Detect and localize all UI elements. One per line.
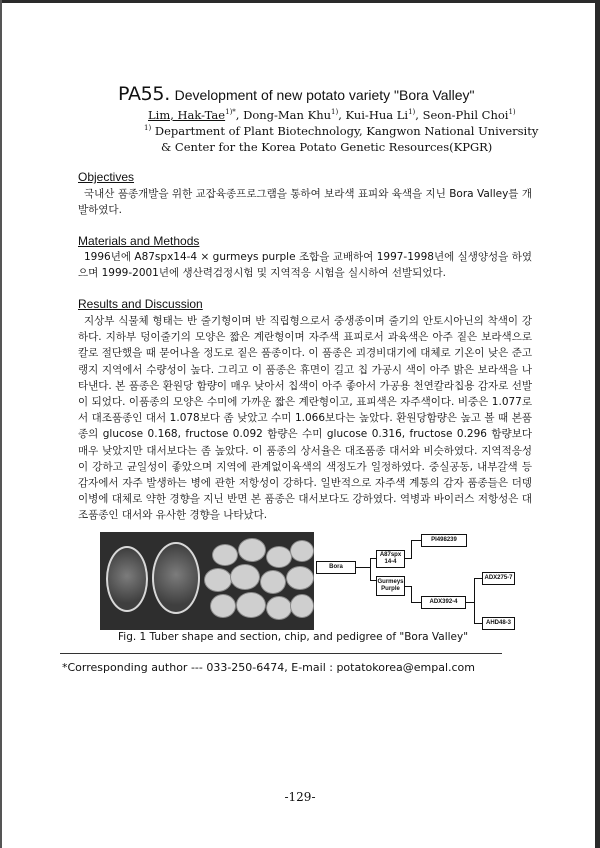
author-sup: 1)* — [225, 108, 236, 117]
pedigree-box-pi498239: PI498239 — [421, 534, 467, 547]
paper-title — [118, 83, 475, 105]
results-heading: Results and Discussion — [78, 297, 203, 311]
author-sup: 1) — [408, 108, 416, 117]
pedigree-line — [354, 567, 370, 568]
figure-1 — [100, 530, 512, 635]
results-text: 지상부 식물체 형태는 반 줄기형이며 반 직립형으로서 중생종이며 줄기의 안토시아닌의 착색이 강하다. 지하부 덩이줄기의 모양은 짧은 계란형이며 자주색 표피로서 과육색은 아주 짙은 보라색으로 칼로 절단했을 때 묻어나올 정도로 짙은 품종이다. 이 품종은 괴경비대기에 대체로 기온이 낮은 준고랭지 지역에서 수량성이 높다. 그리고 이 품종은 휴면이 길고 칩 가공시 색이 아주 밝은 보라색을 나타낸다. 본 품종은 환원당 함량이 매우 낮아서 칩색이 아주 좋아서 가공용 천연칼라칩용 감자로 선발이 되었다. 이품종의 모양은 수미에 가까운 짧은 계란형이고, 표피색은 자주색이다. 비중은 1.077로서 대조품종인 대서 1.078보다 좀 낮았고 수미 1.066보다는 높았다. 환원당함량은 높고 볼 때 본품종의 glucose 0.168, fructose 0.092 함량은 수미 glucose 0.316, fructose 0.296 함량보다 매우 낮았지만 대서보다는 좀 높았다. 이 품종의 상서율은 대조품종 대서와 비슷하였다. 지역적응성이 강하고 균일성이 좋았으며 지역에 관계없이육색의 색정도가 일정하였다. 중실공동, 내부갈색 등 감자에서 자주 발생하는 병에 관한 저항성이 강하다. 일반적으로 자주색 계통의 감자 품종들은 더뎅이병에 대체로 약한 경향을 지닌 반면 본 품종은 대서보다도 강하였다. 역병과 바이러스 저항성은 대조품종인 대서와 유사한 경향을 나타났다. — [78, 315, 532, 522]
pedigree-box-a87spx: A87spx 14-4 — [376, 550, 405, 568]
pedigree-line — [411, 540, 421, 541]
second-author: , Dong-Man Khu — [235, 108, 332, 122]
chip — [290, 540, 314, 562]
third-author: , Kui-Hua Li — [338, 108, 409, 122]
abstract-code: PA55. — [118, 83, 170, 105]
tuber-section-right — [152, 542, 200, 614]
affiliation-sup: 1) — [144, 124, 152, 133]
pedigree-line — [411, 602, 421, 603]
methods-text: 1996년에 A87spx14-4 × gurmeys purple 조합을 교배하여 1997-1998년에 실생양성을 하였으며 1999-2001년에 생산력검정시험 및 지역적응 시험을 실시하여 선발되었다. — [78, 251, 532, 280]
pedigree-box-adx275: ADX275-7 — [482, 572, 515, 585]
pedigree-box-adx392: ADX392-4 — [421, 596, 466, 609]
chip — [260, 570, 286, 594]
affiliation-line-1 — [144, 124, 538, 138]
author-sup: 1) — [508, 108, 516, 117]
footnote-divider — [60, 653, 502, 654]
pedigree-box-ahd48: AHD48-3 — [482, 617, 515, 630]
pedigree-line — [474, 623, 482, 624]
affiliation-line-2: & Center for the Korea Potato Genetic Resources(KPGR) — [161, 140, 493, 154]
objectives-heading: Objectives — [78, 170, 135, 184]
chip — [210, 594, 236, 618]
title-text: Development of new potato variety "Bora Valley" — [174, 87, 475, 103]
chip — [286, 566, 314, 590]
tuber-section-left — [106, 546, 148, 612]
chip — [230, 564, 260, 590]
fourth-author: , Seon-Phil Choi — [415, 108, 509, 122]
page-number: -129- — [284, 790, 316, 804]
pedigree-line — [411, 586, 412, 602]
chip — [204, 568, 232, 592]
pedigree-box-bora: Bora — [316, 561, 356, 574]
corresponding-author-footnote: *Corresponding author --- 033-250-6474, E-mail : potatokorea@empal.com — [62, 661, 476, 674]
pedigree-line — [474, 578, 482, 579]
chip — [236, 592, 266, 618]
chip — [238, 538, 266, 562]
page-top-edge — [0, 0, 600, 3]
tuber-chip-photo — [100, 532, 314, 630]
first-author: Lim, Hak-Tae — [148, 108, 226, 122]
methods-heading: Materials and Methods — [78, 234, 200, 248]
pedigree-line — [474, 578, 475, 623]
chip — [290, 594, 314, 618]
page-left-edge — [0, 0, 2, 848]
chip — [266, 596, 292, 620]
page-right-edge — [595, 0, 600, 848]
chip — [212, 544, 238, 566]
author-list — [148, 108, 516, 122]
pedigree-line — [370, 558, 371, 580]
pedigree-line — [411, 540, 412, 559]
affiliation-text-1: Department of Plant Biotechnology, Kangwon National University — [154, 124, 539, 138]
author-sup: 1) — [331, 108, 339, 117]
figure-caption: Fig. 1 Tuber shape and section, chip, and pedigree of "Bora Valley" — [118, 631, 469, 643]
objectives-text: 국내산 품종개발을 위한 교잡육종프로그램을 통하여 보라색 표피와 육색을 지닌 Bora Valley를 개발하였다. — [78, 188, 532, 217]
pedigree-diagram — [314, 530, 514, 635]
chip — [266, 546, 292, 568]
pedigree-box-gurmeys: Gurmeys Purple — [376, 576, 405, 596]
